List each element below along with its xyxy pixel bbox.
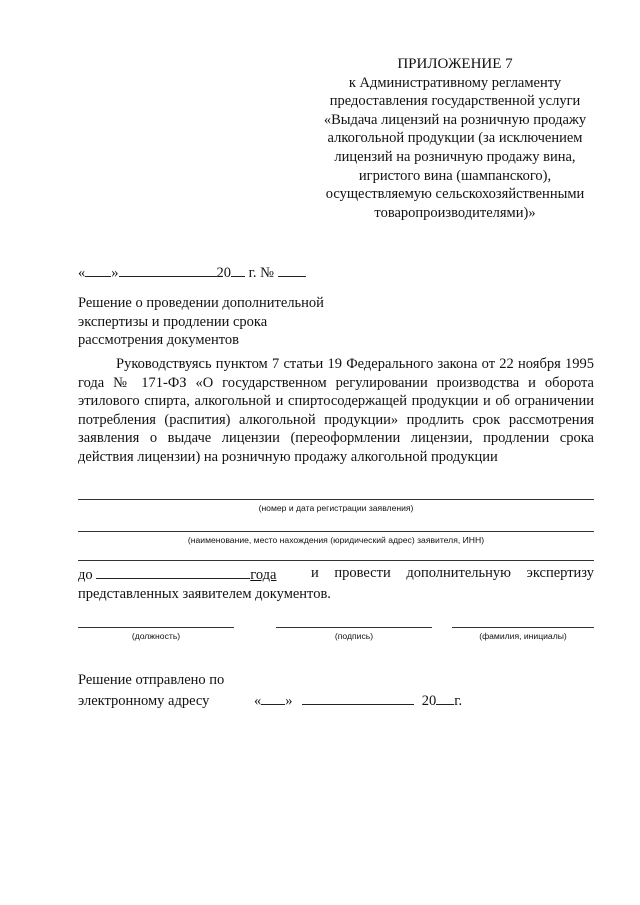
registration-caption: (номер и дата регистрации заявления)	[258, 503, 414, 513]
sent-year-suffix: г.	[454, 693, 463, 709]
sent-block	[78, 671, 462, 711]
until-second-line: представленных заявителем документов.	[78, 586, 331, 602]
applicant-field[interactable]	[78, 520, 594, 532]
name-caption: (фамилия, инициалы)	[479, 631, 567, 641]
appendix-line: игристого вина (шампанского),	[358, 167, 552, 184]
signature-caption: (подпись)	[334, 631, 374, 641]
until-rest: и провести дополнительную экспертизу	[310, 565, 594, 581]
sent-close-quote: »	[285, 693, 293, 709]
sent-line-1: Решение отправлено по	[78, 672, 225, 688]
position-field[interactable]	[78, 619, 234, 628]
appendix-title: ПРИЛОЖЕНИЕ 7	[397, 56, 513, 72]
appendix-line: предоставления государственной услуги	[329, 93, 581, 110]
date-number-line	[78, 262, 306, 282]
sent-year-prefix: 20	[421, 693, 437, 709]
decision-title-line: Решение о проведении дополнительной	[78, 295, 324, 311]
year-blank[interactable]	[231, 262, 245, 277]
day-blank[interactable]	[85, 262, 111, 277]
appendix-line: товаропроизводителями)»	[374, 204, 536, 221]
sent-month-blank[interactable]	[302, 690, 414, 705]
appendix-line: «Выдача лицензий на розничную продажу	[323, 111, 587, 128]
body-paragraph: Руководствуясь пунктом 7 статьи 19 Федерального закона от 22 ноября 1995 года № 171-ФЗ «О государственном регулировании производства и оборота этилового спирта, алкогольной и спиртосодержащей продукции и об ограничении потребления (распития) алкогольной продукции» продлить срок рассмотрения заявления о выдаче лицензии (переоформлении лицензии, продлении срока действия лицензии) на розничную продажу алкогольной продукции	[78, 356, 594, 465]
year-prefix: 20	[216, 265, 231, 281]
until-clause	[78, 564, 594, 604]
decision-title-line: рассмотрения документов	[78, 332, 239, 348]
sent-day-blank[interactable]	[261, 690, 285, 705]
applicant-caption: (наименование, место нахождения (юридический адрес) заявителя, ИНН)	[187, 535, 485, 545]
decision-title	[78, 294, 324, 350]
year-word: года	[250, 567, 277, 583]
close-quote: »	[111, 265, 119, 281]
name-field[interactable]	[452, 619, 594, 628]
until-date-blank[interactable]	[96, 564, 250, 579]
until-prefix: до	[78, 567, 93, 583]
open-quote: «	[78, 265, 86, 281]
appendix-line: лицензий на розничную продажу вина,	[334, 148, 576, 165]
decision-title-line: экспертизы и продлении срока	[78, 313, 268, 330]
number-blank[interactable]	[278, 262, 306, 277]
signature-field[interactable]	[276, 619, 432, 628]
registration-field[interactable]	[78, 488, 594, 500]
appendix-header	[310, 55, 600, 222]
appendix-line: алкогольной продукции (за исключением	[327, 130, 583, 147]
position-caption: (должность)	[131, 631, 181, 641]
sent-line-2: электронному адресу	[78, 693, 210, 709]
appendix-line: осуществляемую сельскохозяйственными	[325, 186, 585, 203]
month-blank[interactable]	[119, 262, 217, 277]
extra-field-line[interactable]	[78, 550, 594, 561]
number-label: г. №	[248, 265, 275, 281]
appendix-line: к Административному регламенту	[348, 74, 562, 91]
sent-open-quote: «	[254, 693, 262, 709]
sent-year-blank[interactable]	[436, 690, 454, 705]
